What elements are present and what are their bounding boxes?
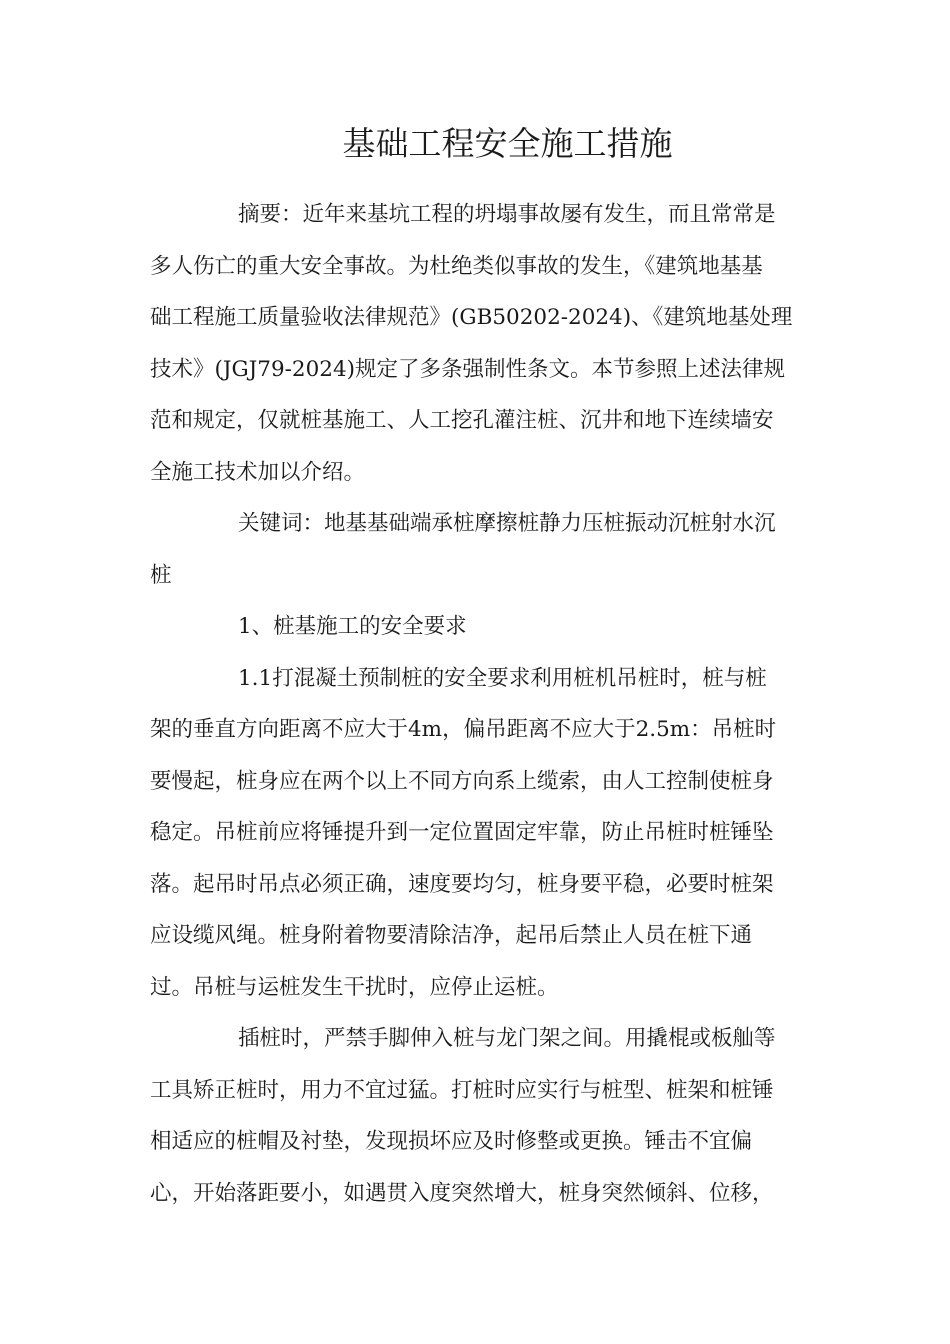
text-line: 架的垂直方向距离不应大于4m，偏吊距离不应大于2.5m：吊桩时 xyxy=(150,717,777,742)
text-line: 1.1打混凝土预制桩的安全要求利用桩机吊桩时，桩与桩 xyxy=(238,665,767,691)
document-title: 基础工程安全施工措施 xyxy=(342,124,673,163)
text-line: 相适应的桩帽及衬垫，发现损坏应及时修整或更换。锤击不宜偏 xyxy=(150,1129,753,1154)
text-line: 全施工技术加以介绍。 xyxy=(150,459,366,485)
text-line: 落。起吊时吊点必须正确，速度要均匀，桩身要平稳，必要时桩架 xyxy=(150,871,774,897)
text-line: 插桩时，严禁手脚伸入桩与龙门架之间。用撬棍或板舢等 xyxy=(238,1026,776,1051)
text-line: 桩 xyxy=(150,562,172,588)
text-line: 应设缆风绳。桩身附着物要清除洁净，起吊后禁止人员在桩下通 xyxy=(150,923,753,948)
text-line: 摘要：近年来基坑工程的坍塌事故屡有发生，而且常常是 xyxy=(238,202,776,227)
text-line: 要慢起，桩身应在两个以上不同方向系上缆索，由人工控制使桩身 xyxy=(150,768,774,794)
text-line: 稳定。吊桩前应将锤提升到一定位置固定牢靠，防止吊桩时桩锤坠 xyxy=(150,820,774,845)
text-line: 范和规定，仅就桩基施工、人工挖孔灌注桩、沉井和地下连续墙安 xyxy=(150,408,774,433)
document-body xyxy=(150,189,800,1219)
text-line: 过。吊桩与运桩发生干扰时，应停止运桩。 xyxy=(150,974,559,1000)
text-line: 工具矫正桩时，用力不宜过猛。打桩时应实行与桩型、桩架和桩锤 xyxy=(150,1077,774,1103)
text-line: 技术》(JGJ79-2024)规定了多条强制性条文。本节参照上述法律规 xyxy=(150,356,786,382)
section-heading: 1、桩基施工的安全要求 xyxy=(238,614,467,639)
text-line: 心，开始落距要小，如遇贯入度突然增大，桩身突然倾斜、位移， xyxy=(150,1180,774,1206)
text-line: 础工程施工质量验收法律规范》(GB50202-2024)、《建筑地基处理 xyxy=(150,305,793,330)
text-line: 多人伤亡的重大安全事故。为杜绝类似事故的发生，《建筑地基基 xyxy=(150,253,763,279)
text-line: 关键词：地基基础端承桩摩擦桩静力压桩振动沉桩射水沉 xyxy=(238,511,776,536)
